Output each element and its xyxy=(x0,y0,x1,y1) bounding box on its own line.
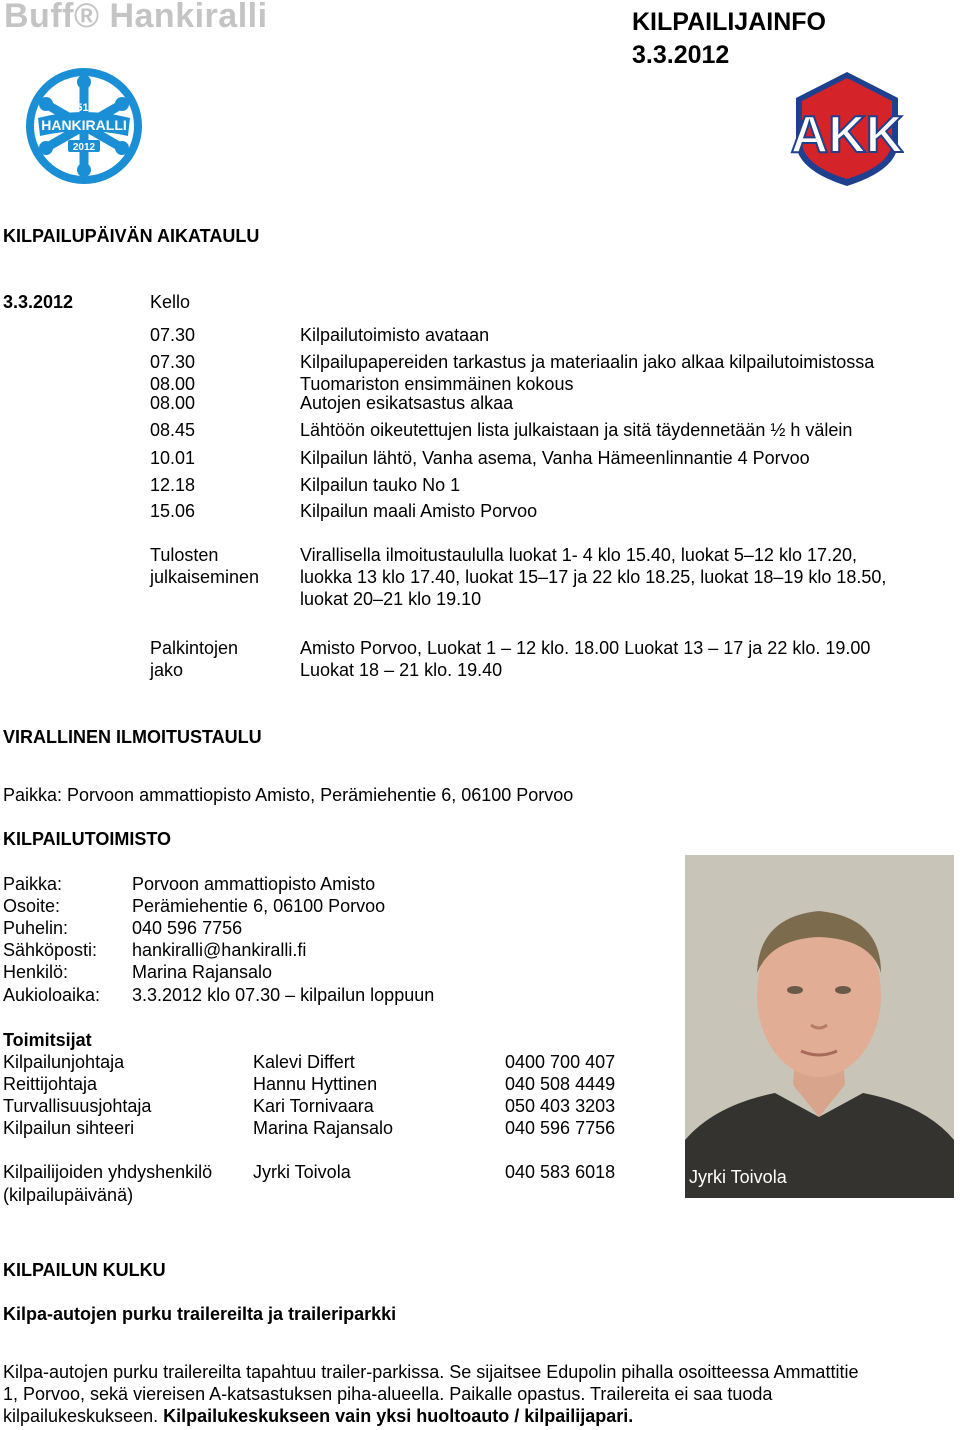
notice-board-heading: VIRALLINEN ILMOITUSTAULU xyxy=(3,727,262,747)
schedule-desc: Kilpailutoimisto avataan xyxy=(300,325,490,345)
doc-title xyxy=(632,6,826,72)
contact-role: Kilpailijoiden yhdyshenkilö xyxy=(3,1162,213,1182)
results-text: luokka 13 klo 17.40, luokat 15–17 ja 22 klo 18.25, luokat 18–19 klo 18.50, xyxy=(300,567,887,587)
logo-year: 2012 xyxy=(72,142,96,153)
schedule-time: 07.30 xyxy=(150,325,196,345)
contact-person-photo xyxy=(685,855,954,1198)
prizes-label: jako xyxy=(150,660,184,680)
results-text: luokat 20–21 klo 19.10 xyxy=(300,589,482,609)
officials-heading: Toimitsijat xyxy=(3,1030,92,1050)
event-title: Buff® Hankiralli xyxy=(4,0,268,35)
race-flow-heading: KILPAILUN KULKU xyxy=(3,1260,166,1280)
schedule-desc: Lähtöön oikeutettujen lista julkaistaan ja sitä täydennetään ½ h välein xyxy=(300,420,853,440)
doc-title-date: 3.3.2012 xyxy=(632,41,730,69)
schedule-time: 10.01 xyxy=(150,448,196,468)
contact-name: Jyrki Toivola xyxy=(253,1162,351,1182)
race-flow-text: kilpailukeskukseen. xyxy=(3,1406,164,1426)
race-flow-paragraph-line xyxy=(3,1405,633,1427)
contact-role-note: (kilpailupäivänä) xyxy=(3,1185,134,1205)
official-name: Kalevi Differt xyxy=(253,1052,355,1072)
results-label: julkaiseminen xyxy=(150,567,260,587)
office-label: Aukioloaika: xyxy=(3,985,101,1005)
race-flow-emphasis: Kilpailukeskukseen vain yksi huoltoauto / kilpailijapari. xyxy=(163,1406,634,1426)
schedule-desc: Kilpailun lähtö, Vanha asema, Vanha Hämeenlinnantie 4 Porvoo xyxy=(300,448,810,468)
official-phone: 040 508 4449 xyxy=(505,1074,616,1094)
official-name: Hannu Hyttinen xyxy=(253,1074,378,1094)
schedule-time: 08.00 xyxy=(150,374,196,394)
schedule-heading: KILPAILUPÄIVÄN AIKATAULU xyxy=(3,226,260,246)
prizes-text: Amisto Porvoo, Luokat 1 – 12 klo. 18.00 Luokat 13 – 17 ja 22 klo. 19.00 xyxy=(300,638,871,658)
office-value: 040 596 7756 xyxy=(132,918,243,938)
akk-logo-text: AKK xyxy=(790,106,904,164)
results-label: Tulosten xyxy=(150,545,219,565)
official-role: Kilpailun sihteeri xyxy=(3,1118,135,1138)
office-value: Perämiehentie 6, 06100 Porvoo xyxy=(132,896,386,916)
office-value: 3.3.2012 klo 07.30 – kilpailun loppuun xyxy=(132,985,435,1005)
office-label: Paikka: xyxy=(3,874,63,894)
office-label: Henkilö: xyxy=(3,962,69,982)
official-phone: 050 403 3203 xyxy=(505,1096,616,1116)
official-name: Kari Tornivaara xyxy=(253,1096,374,1116)
race-flow-paragraph-line: 1, Porvoo, sekä viereisen A-katsastuksen piha-alueella. Paikalle opastus. Trailereita ei saa tuoda xyxy=(3,1384,773,1404)
contact-phone: 040 583 6018 xyxy=(505,1162,616,1182)
schedule-time: 12.18 xyxy=(150,475,196,495)
results-text: Virallisella ilmoitustaululla luokat 1- 4 klo 15.40, luokat 5–12 klo 17.20, xyxy=(300,545,857,565)
schedule-time: 15.06 xyxy=(150,501,196,521)
office-value: Marina Rajansalo xyxy=(132,962,273,982)
schedule-time: 08.00 xyxy=(150,393,196,413)
prizes-text: Luokat 18 – 21 klo. 19.40 xyxy=(300,660,503,680)
doc-title-text: KILPAILIJAINFO xyxy=(632,8,826,36)
official-name: Marina Rajansalo xyxy=(253,1118,394,1138)
office-email: hankiralli@hankiralli.fi xyxy=(132,940,307,960)
prizes-label: Palkintojen xyxy=(150,638,239,658)
schedule-desc: Kilpailun maali Amisto Porvoo xyxy=(300,501,538,521)
hankiralli-logo xyxy=(24,66,144,186)
schedule-date: 3.3.2012 xyxy=(3,292,74,312)
schedule-desc: Tuomariston ensimmäinen kokous xyxy=(300,374,574,394)
schedule-time: 08.45 xyxy=(150,420,196,440)
portrait-illustration xyxy=(685,855,954,1198)
logo-number: 51. xyxy=(76,102,92,114)
office-label: Osoite: xyxy=(3,896,61,916)
official-phone: 0400 700 407 xyxy=(505,1052,616,1072)
notice-board-location: Paikka: Porvoon ammattiopisto Amisto, Perämiehentie 6, 06100 Porvoo xyxy=(3,785,574,805)
race-flow-subheading: Kilpa-autojen purku trailereilta ja traileriparkki xyxy=(3,1304,397,1324)
official-role: Kilpailunjohtaja xyxy=(3,1052,125,1072)
office-value: Porvoon ammattiopisto Amisto xyxy=(132,874,376,894)
race-flow-paragraph-line: Kilpa-autojen purku trailereilta tapahtuu trailer-parkissa. Se sijaitsee Edupolin pihalla osoitteessa Ammattitie xyxy=(3,1362,859,1382)
schedule-desc: Autojen esikatsastus alkaa xyxy=(300,393,514,413)
schedule-time: 07.30 xyxy=(150,352,196,372)
official-phone: 040 596 7756 xyxy=(505,1118,616,1138)
office-label: Sähköposti: xyxy=(3,940,98,960)
akk-logo xyxy=(790,70,904,188)
official-role: Turvallisuusjohtaja xyxy=(3,1096,152,1116)
logo-name: HANKIRALLI xyxy=(41,117,127,133)
office-heading: KILPAILUTOIMISTO xyxy=(3,829,172,849)
photo-caption: Jyrki Toivola xyxy=(689,1167,787,1187)
schedule-desc: Kilpailupapereiden tarkastus ja materiaalin jako alkaa kilpailutoimistossa xyxy=(300,352,875,372)
official-role: Reittijohtaja xyxy=(3,1074,98,1094)
office-label: Puhelin: xyxy=(3,918,69,938)
schedule-desc: Kilpailun tauko No 1 xyxy=(300,475,461,495)
schedule-time-header: Kello xyxy=(150,292,191,312)
